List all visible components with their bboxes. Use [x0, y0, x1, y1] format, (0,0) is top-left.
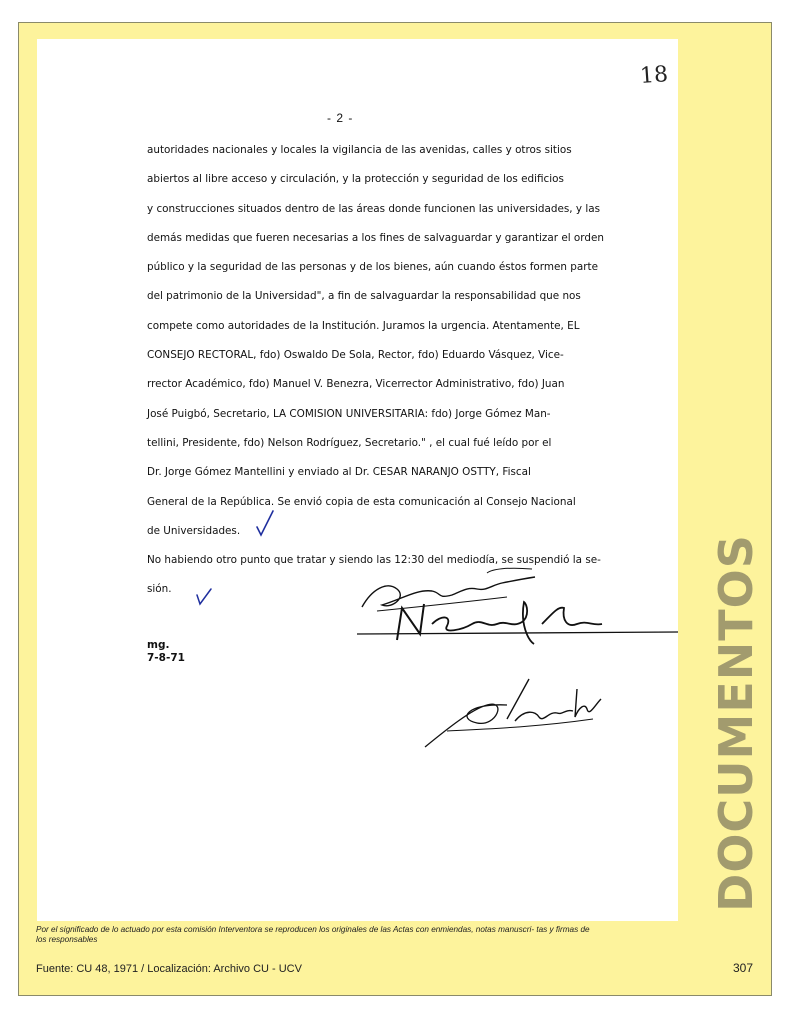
document-line: público y la seguridad de las personas y de los bienes, aún cuando éstos formen parte [147, 261, 598, 274]
typist-initials: mg. [147, 639, 170, 651]
document-line: CONSEJO RECTORAL, fdo) Oswaldo De Sola, Rector, fdo) Eduardo Vásquez, Vice- [147, 349, 564, 362]
typed-page-marker: - 2 - [327, 111, 354, 125]
page-frame [18, 22, 772, 996]
document-line: demás medidas que fueren necesarias a los fines de salvaguardar y garantizar el orden [147, 231, 604, 244]
handwritten-page-number: 18 [639, 62, 669, 89]
document-line: autoridades nacionales y locales la vigilancia de las avenidas, calles y otros sitios [147, 144, 572, 156]
document-metadata [147, 639, 185, 665]
document-line: General de la República. Se envió copia de esta comunicación al Consejo Nacional [147, 495, 576, 508]
check-mark-icon [195, 587, 213, 607]
document-line: de Universidades. [147, 524, 241, 537]
source-citation: Fuente: CU 48, 1971 / Localización: Archivo CU - UCV [36, 963, 302, 975]
page-number: 307 [733, 961, 754, 975]
signature-n-rodriguez [352, 594, 678, 650]
document-line: No habiendo otro punto que tratar y siendo las 12:30 del mediodía, se suspendió la se- [147, 554, 601, 567]
document-line: del patrimonio de la Universidad", a fin de salvaguardar la responsabilidad que nos [147, 290, 581, 303]
section-title-vertical [701, 523, 771, 923]
check-mark-icon [255, 509, 275, 537]
document-line: compete como autoridades de la Institución. Juramos la urgencia. Atentamente, EL [147, 319, 580, 332]
document-line: sión. [147, 583, 172, 596]
document-date: 7-8-71 [147, 652, 185, 664]
document-body [147, 141, 617, 610]
document-line: José Puigbó, Secretario, LA COMISION UNIVERSITARIA: fdo) Jorge Gómez Man- [147, 407, 551, 420]
document-line: tellini, Presidente, fdo) Nelson Rodríguez, Secretario." , el cual fué leído por el [147, 436, 552, 449]
document-line: y construcciones situados dentro de las áreas donde funcionen las universidades, y las [147, 202, 601, 215]
document-line: rrector Académico, fdo) Manuel V. Benezra, Vicerrector Administrativo, fdo) Juan [147, 378, 565, 391]
section-title: DOCUMENTOS [709, 534, 763, 912]
document-line: Dr. Jorge Gómez Mantellini y enviado al Dr. CESAR NARANJO OSTTY, Fiscal [147, 466, 531, 479]
document-line: abiertos al libre acceso y circulación, y la protección y seguridad de los edificios [147, 173, 564, 186]
scanned-document [37, 39, 678, 921]
figure-caption: Por el significado de lo actuado por esta comisión Interventora se reproducen los originales de las Actas con enmiendas, notas manuscri- tas y firmas de los responsables [36, 925, 590, 944]
signature-elias [417, 669, 607, 753]
